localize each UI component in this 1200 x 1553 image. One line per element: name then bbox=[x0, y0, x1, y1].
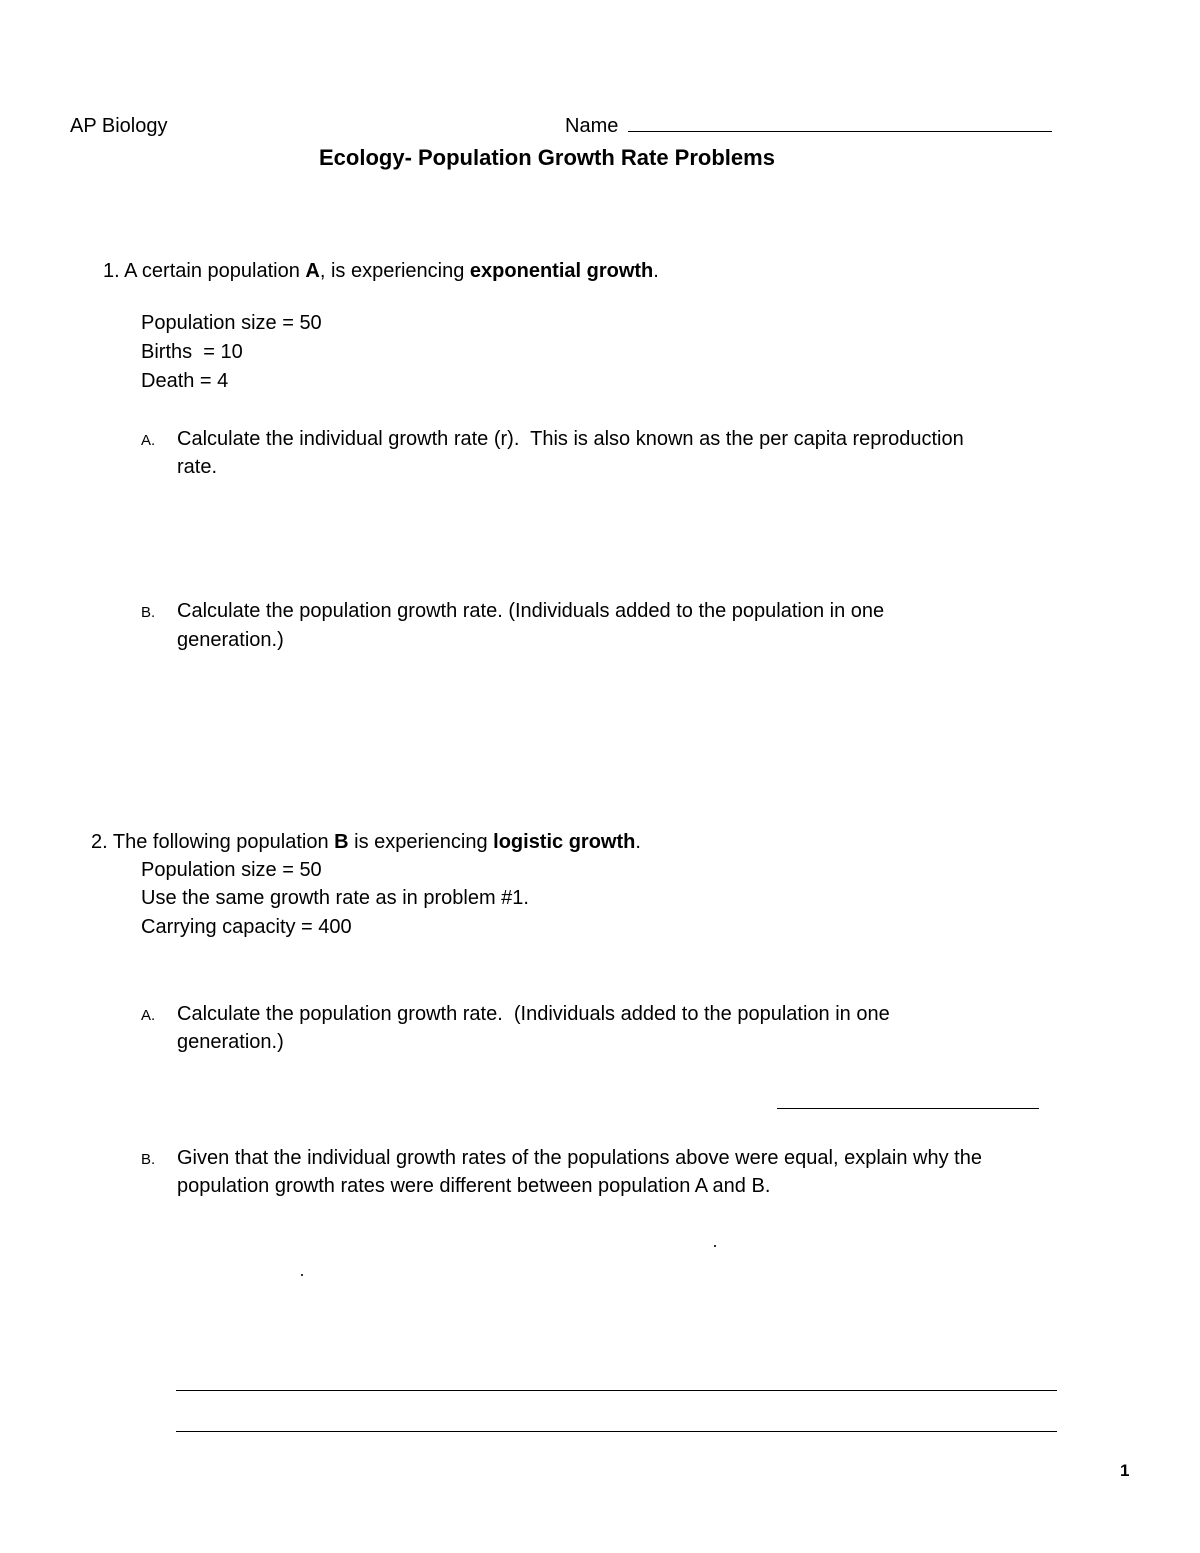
given-births: Births = 10 bbox=[141, 341, 243, 363]
answer-2b-line-1[interactable] bbox=[176, 1390, 1057, 1391]
problem-2-number: 2. bbox=[91, 831, 108, 853]
given-growth-rate-note: Use the same growth rate as in problem #1. bbox=[141, 887, 529, 909]
question-1a-letter: A. bbox=[141, 432, 156, 449]
given-death: Death = 4 bbox=[141, 370, 229, 392]
given-carrying-capacity: Carrying capacity = 400 bbox=[141, 916, 352, 938]
question-2b-line-2: population growth rates were different between population A and B. bbox=[177, 1175, 771, 1197]
question-1a-line-2: rate. bbox=[177, 456, 218, 478]
stray-mark bbox=[714, 1245, 716, 1247]
name-field[interactable] bbox=[565, 116, 1052, 136]
logistic-growth-term: logistic growth bbox=[493, 831, 636, 853]
question-2a-line-2: generation.) bbox=[177, 1031, 284, 1053]
answer-2a-line[interactable] bbox=[777, 1108, 1039, 1109]
page-number: 1 bbox=[1120, 1461, 1130, 1480]
name-blank[interactable] bbox=[628, 131, 1052, 132]
problem-1-number: 1. bbox=[103, 260, 120, 282]
given-population-size: Population size = 50 bbox=[141, 312, 322, 334]
question-1b-line-2: generation.) bbox=[177, 629, 284, 651]
question-1b-line-1: Calculate the population growth rate. (Individuals added to the population in one bbox=[177, 600, 885, 622]
exponential-growth-term: exponential growth bbox=[469, 260, 654, 282]
population-a-label: A bbox=[305, 260, 320, 282]
name-label: Name bbox=[565, 115, 619, 137]
problem-2-intro: 2. The following population B is experiencing logistic growth. bbox=[91, 831, 641, 853]
stray-mark bbox=[301, 1274, 303, 1276]
question-2a-line-1: Calculate the population growth rate. (Individuals added to the population in one bbox=[177, 1003, 890, 1025]
question-2a-letter: A. bbox=[141, 1007, 156, 1024]
population-b-label: B bbox=[334, 831, 349, 853]
question-2b-line-1: Given that the individual growth rates of the populations above were equal, explain why the bbox=[177, 1147, 982, 1169]
question-2b-letter: B. bbox=[141, 1151, 156, 1168]
problem-1-intro: 1. A certain population A, is experiencing exponential growth. bbox=[103, 260, 659, 282]
given-population-size-2: Population size = 50 bbox=[141, 859, 322, 881]
question-1b-letter: B. bbox=[141, 604, 156, 621]
course-name: AP Biology bbox=[70, 115, 168, 137]
page-title: Ecology- Population Growth Rate Problems bbox=[319, 145, 775, 170]
answer-2b-line-2[interactable] bbox=[176, 1431, 1057, 1432]
question-1a-line-1: Calculate the individual growth rate (r). This is also known as the per capita reproduction bbox=[177, 428, 964, 450]
